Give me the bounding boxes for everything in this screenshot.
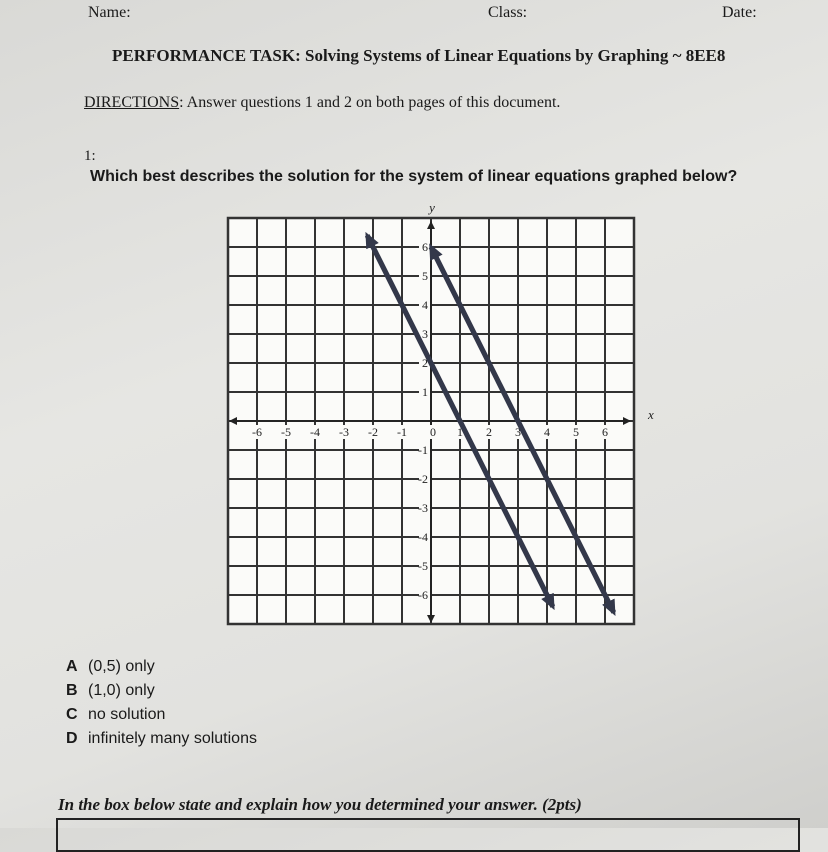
- y-tick-label: -2: [418, 472, 428, 486]
- question-number: 1:: [84, 148, 96, 164]
- x-axis-label: x: [648, 407, 654, 422]
- y-tick-label: -6: [418, 588, 428, 602]
- y-tick-label: -5: [418, 559, 428, 573]
- question-text: Which best describes the solution for the system of linear equations graphed below?: [90, 168, 738, 185]
- y-tick-label: -1: [418, 443, 428, 457]
- x-tick-label: 0: [430, 425, 436, 439]
- x-tick-label: 2: [486, 425, 492, 439]
- x-tick-label: -2: [368, 425, 378, 439]
- x-tick-label: -4: [310, 425, 320, 439]
- x-tick-label: -6: [252, 425, 262, 439]
- directions-label: DIRECTIONS: [84, 94, 180, 111]
- directions-text: : Answer questions 1 and 2 on both pages of this document.: [179, 94, 561, 111]
- choice-c[interactable]: C no solution: [66, 706, 166, 723]
- choice-a[interactable]: A (0,5) only: [66, 658, 155, 675]
- y-tick-label: -3: [418, 501, 428, 515]
- y-tick-label: -4: [418, 530, 428, 544]
- name-label: Name:: [88, 4, 131, 21]
- answer-choices: [66, 655, 257, 751]
- y-tick-label: 5: [422, 269, 428, 283]
- choice-d[interactable]: D infinitely many solutions: [66, 730, 257, 747]
- answer-box[interactable]: [56, 818, 800, 852]
- x-tick-label: 3: [515, 425, 521, 439]
- x-tick-label: -5: [281, 425, 291, 439]
- x-tick-label: 4: [544, 425, 550, 439]
- class-label: Class:: [488, 4, 528, 21]
- y-tick-label: 1: [422, 385, 428, 399]
- page-title: PERFORMANCE TASK: Solving Systems of Linear Equations by Graphing ~ 8EE8: [112, 46, 726, 65]
- explain-prompt: In the box below state and explain how you determined your answer. (2pts): [58, 795, 582, 814]
- choice-b[interactable]: B (1,0) only: [66, 682, 155, 699]
- y-tick-label: 4: [422, 298, 428, 312]
- x-tick-label: 5: [573, 425, 579, 439]
- y-tick-label: 3: [422, 327, 428, 341]
- x-tick-label: -1: [397, 425, 407, 439]
- date-label: Date:: [722, 4, 757, 21]
- y-tick-label: 6: [422, 240, 428, 254]
- x-tick-label: 6: [602, 425, 608, 439]
- x-tick-label: 1: [457, 425, 463, 439]
- x-tick-label: -3: [339, 425, 349, 439]
- y-tick-label: 2: [422, 356, 428, 370]
- y-axis-label: y: [429, 200, 435, 215]
